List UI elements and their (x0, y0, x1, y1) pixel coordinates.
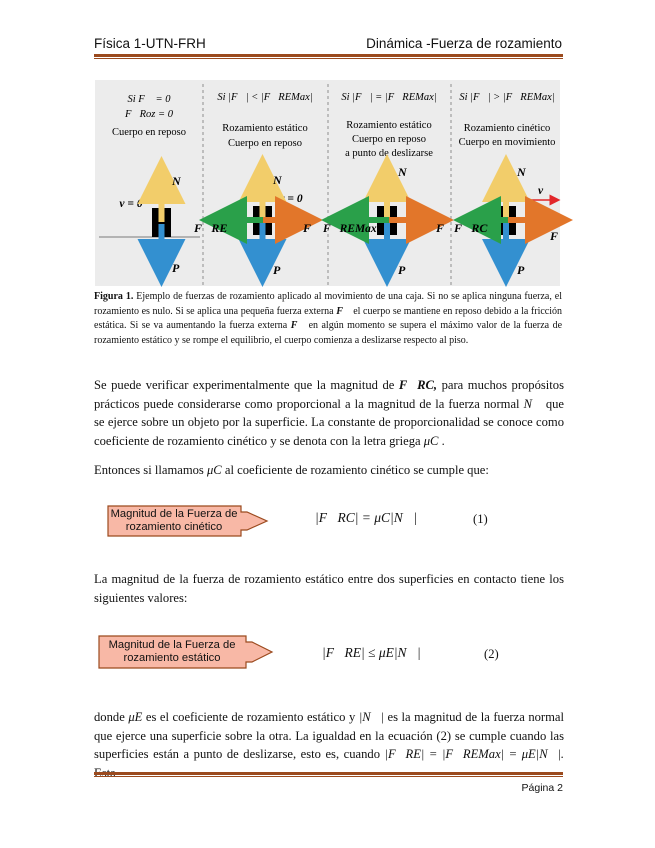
label-N: N⃗ (172, 174, 190, 188)
panel-kinetic-friction (453, 92, 567, 277)
arrow-box-label: Magnitud de la Fuerza de rozamiento estático (108, 639, 236, 664)
para-text: donde (94, 710, 129, 724)
label-P: P⃗ (398, 263, 415, 277)
footer-rule (94, 772, 563, 775)
paragraph-static-intro: La magnitud de la fuerza de rozamiento estático entre dos superficies en contacto tiene los siguientes valores: (94, 572, 564, 605)
header-rule-thin (94, 58, 563, 59)
panel3-desc3: a punto de deslizarse (345, 148, 433, 159)
panel-rest-no-force (99, 94, 200, 275)
panel3-cond: Si |F⃗| = |F⃗REMax| (341, 92, 437, 103)
math-symbol: F⃗RC, (398, 378, 438, 392)
panel1-velocity: v = 0 (119, 198, 143, 210)
arrow-box-label: Magnitud de la Fuerza de rozamiento cinético (110, 508, 238, 533)
panel1-cond1: Si F⃗ = 0 (127, 94, 171, 105)
label-F: F⃗ (303, 221, 321, 235)
para-text: . (438, 433, 445, 448)
header-rule (94, 54, 563, 57)
caption-text: el cuerpo se mantiene en reposo debido a la fricción estática. Si se va aumentando la fuerza externa (94, 305, 563, 332)
panel1-cond2: F⃗Roz = 0 (125, 109, 173, 120)
math-symbol: N⃗ (523, 396, 542, 411)
math-symbol: μC (206, 463, 222, 477)
caption-text: en algún momento se supera el máximo valor de la fuerza de rozamiento estático y se rompe el equilibrio, el cuerpo comienza a deslizarse respecto al piso. (94, 320, 563, 346)
panel1-desc: Cuerpo en reposo (111, 127, 187, 138)
equation-1: |F⃗RC| = μC|N⃗| (315, 510, 417, 525)
paragraph-kinetic-intro (94, 461, 564, 480)
label-FRE: F⃗RE (194, 221, 228, 235)
panel4-cond: Si |F⃗| > |F⃗REMax| (459, 92, 555, 103)
label-N: N⃗ (517, 165, 535, 179)
page-number: Página 2 (521, 782, 563, 794)
para-text: es el coeficiente de rozamiento estático y (142, 710, 359, 724)
panel2-desc1: Rozamiento estático (222, 123, 308, 134)
equation-2: |F⃗RE| ≤ μE|N⃗| (322, 645, 421, 660)
caption-text: Ejemplo de fuerzas de rozamiento aplicado al movimiento de una caja. Si no se aplica ninguna fuerza, el rozamiento es nulo. Si se aplica una pequeña fuerza externa (94, 291, 563, 317)
figure-caption (94, 290, 562, 348)
math-symbol: |F⃗RE| = |F⃗REMax| = μE|N⃗|. (384, 747, 565, 762)
static-magnitude-arrow-box (98, 633, 274, 671)
kinetic-magnitude-arrow-box (107, 503, 269, 539)
panel4-desc2: Cuerpo en movimiento (458, 137, 556, 148)
label-P: P⃗ (517, 263, 534, 277)
friction-figure (95, 80, 568, 286)
caption-symbol: F⃗ (336, 305, 351, 317)
label-N: N⃗ (273, 173, 291, 187)
label-P: P⃗ (172, 261, 189, 275)
panel2-cond: Si |F⃗| < |F⃗REMax| (217, 92, 313, 103)
header-topic: Dinámica -Fuerza de rozamiento (366, 36, 562, 51)
para-text: al coeficiente de rozamiento cinético se cumple que: (221, 463, 489, 477)
para-text: es la magnitud de la fuerza normal que ejerce una superficie sobre la otra. La igualdad en la ecuación (2) se cumple cuando las superficies están a punto de deslizarse, esto es, cuando (94, 710, 564, 762)
para-text: Se puede verificar experimentalmente que la magnitud de (94, 378, 399, 392)
header-course: Física 1-UTN-FRH (94, 36, 206, 51)
panel4-desc1: Rozamiento cinético (463, 123, 551, 134)
panel3-desc1: Rozamiento estático (346, 120, 432, 131)
panel-static-friction (193, 92, 320, 277)
caption-symbol: F⃗ (290, 320, 306, 332)
para-text: para muchos propósitos prácticos puede considerarse como proporcional a la magnitud de la fuerza normal (94, 378, 564, 411)
label-F: F⃗ (550, 229, 568, 243)
label-FREMax: F⃗REMax (323, 223, 377, 235)
para-text: que se ejerce sobre un objeto por la superficie. La constante de proporcionalidad se conoce como coeficiente de rozamiento cinético y se denota con la letra griega (94, 396, 565, 448)
label-v: v⃗ (538, 185, 553, 197)
panel3-desc2: Cuerpo en reposo (351, 134, 427, 145)
footer-rule-thin (94, 776, 563, 777)
math-symbol: μC (423, 433, 439, 448)
panel-max-static (322, 92, 453, 277)
label-FRC: F⃗RC (454, 221, 488, 235)
para-text: Entonces si llamamos (94, 463, 207, 477)
panel2-velocity: v = 0 (279, 193, 303, 205)
panel2-desc2: Cuerpo en reposo (227, 138, 303, 149)
equation-1-number: (1) (473, 512, 488, 526)
label-N: N⃗ (398, 165, 416, 179)
label-P: P⃗ (273, 263, 290, 277)
paragraph-kinetic-definition (94, 376, 564, 450)
math-symbol: μE (128, 710, 143, 724)
math-symbol: |N⃗| (358, 710, 384, 724)
equation-2-number: (2) (484, 647, 499, 661)
caption-label: Figura 1. (94, 291, 134, 302)
label-F: F⃗ (436, 221, 454, 235)
